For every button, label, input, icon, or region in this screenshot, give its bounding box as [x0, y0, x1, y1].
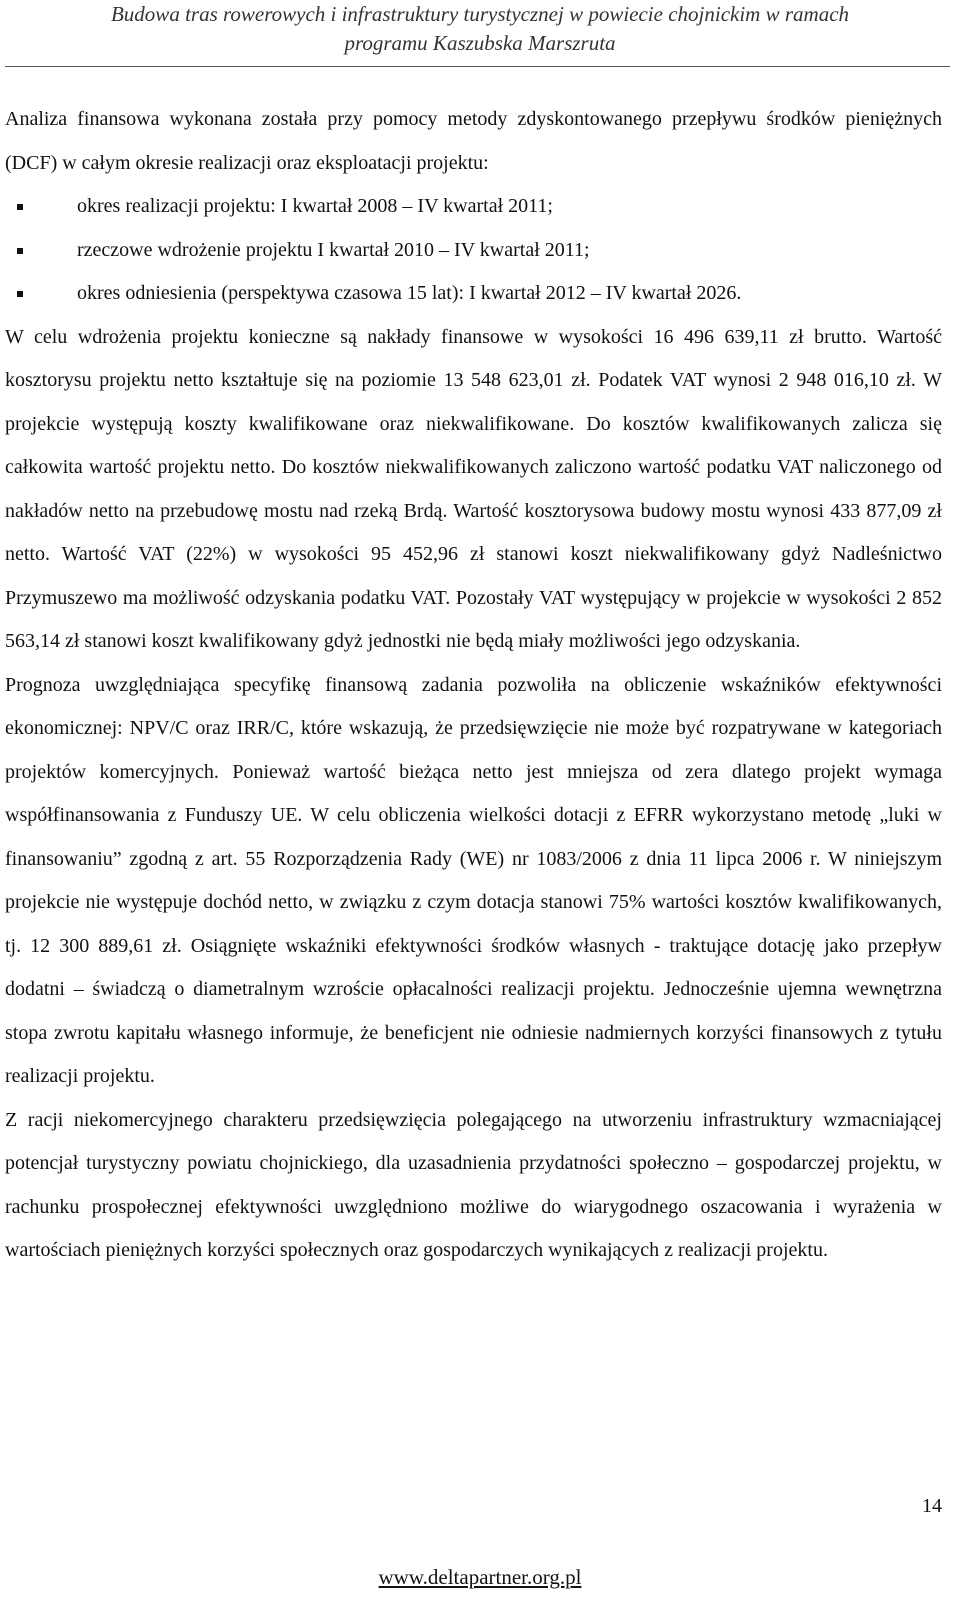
header-divider — [5, 66, 950, 67]
header-line-2: programu Kaszubska Marszruta — [344, 31, 616, 55]
square-bullet-icon — [17, 204, 23, 210]
list-item — [5, 272, 942, 316]
page-number: 14 — [922, 1495, 942, 1517]
forecast-paragraph: Prognoza uwzględniająca specyfikę finansową zadania pozwoliła na obliczenie wskaźników efektywności ekonomicznej: NPV/C oraz IRR/C, które wskazują, że przedsięwzięcie nie może być rozpatrywane w kategoriach projektów komercyjnych. Ponieważ wartość bieżąca netto jest mniejsza od zera dlatego projekt wymaga współfinansowania z Funduszy UE. W celu obliczenia wielkości dotacji z EFRR wykorzystano metodę „luki w finansowaniu” zgodną z art. 55 Rozporządzenia Rady (WE) nr 1083/2006 z dnia 11 lipca 2006 r. W niniejszym projekcie nie występuje dochód netto, w związku z czym dotacja stanowi 75% wartości kosztów kwalifikowanych, tj. 12 300 889,61 zł. Osiągnięte wskaźniki efektywności środków własnych - traktujące dotację jako przepływ dodatni – świadczą o diametralnym wzroście opłacalności realizacji projektu. Jednocześnie ujemna wewnętrzna stopa zwrotu kapitału własnego informuje, że beneficjent nie odniesie nadmiernych korzyści finansowych z tytułu realizacji projektu. — [5, 673, 942, 1087]
list-item-text: okres odniesienia (perspektywa czasowa 15 lat): I kwartał 2012 – IV kwartał 2026. — [77, 282, 742, 304]
header-line-1: Budowa tras rowerowych i infrastruktury turystycznej w powiecie chojnickim w ramach — [110, 2, 850, 26]
document-body — [5, 98, 942, 1273]
square-bullet-icon — [17, 248, 23, 254]
list-item — [5, 185, 942, 229]
intro-paragraph: Analiza finansowa wykonana została przy pomocy metody zdyskontowanego przepływu środków pieniężnych (DCF) w całym okresie realizacji oraz eksploatacji projektu: — [5, 108, 942, 174]
costs-paragraph: W celu wdrożenia projektu konieczne są nakłady finansowe w wysokości 16 496 639,11 zł brutto. Wartość kosztorysu projektu netto kształtuje się na poziomie 13 548 623,01 zł. Podatek VAT wynosi 2 948 016,10 zł. W projekcie występują koszty kwalifikowane oraz niekwalifikowane. Do kosztów kwalifikowanych zalicza się całkowita wartość projektu netto. Do kosztów niekwalifikowanych zaliczono wartość podatku VAT naliczonego od nakładów netto na przebudowę mostu nad rzeką Brdą. Wartość kosztorysowa budowy mostu wynosi 433 877,09 zł netto. Wartość VAT (22%) w wysokości 95 452,96 zł stanowi koszt niekwalifikowany gdyż Nadleśnictwo Przymuszewo ma możliwość odzyskania podatku VAT. Pozostały VAT występujący w projekcie w wysokości 2 852 563,14 zł stanowi koszt kwalifikowany gdyż jednostki nie będą miały możliwości jego odzyskania. — [5, 325, 942, 652]
square-bullet-icon — [17, 291, 23, 297]
list-item-text: okres realizacji projektu: I kwartał 2008 – IV kwartał 2011; — [77, 195, 553, 217]
project-period-list — [5, 185, 942, 316]
list-item-text: rzeczowe wdrożenie projektu I kwartał 2010 – IV kwartał 2011; — [77, 238, 590, 261]
list-item — [5, 229, 942, 273]
social-benefits-paragraph: Z racji niekomercyjnego charakteru przedsięwzięcia polegającego na utworzeniu infrastruktury wzmacniającej potencjał turystyczny powiatu chojnickiego, dla uzasadnienia przydatności społeczno – gospodarczej projektu, w rachunku prospołecznej efektywności uwzględniono możliwe do wiarygodnego oszacowania i wyrażenia w wartościach pieniężnych korzyści społecznych oraz gospodarczych wynikających z realizacji projektu. — [5, 1108, 942, 1261]
footer-link[interactable]: www.deltapartner.org.pl — [378, 1565, 582, 1589]
running-header — [0, 0, 960, 58]
